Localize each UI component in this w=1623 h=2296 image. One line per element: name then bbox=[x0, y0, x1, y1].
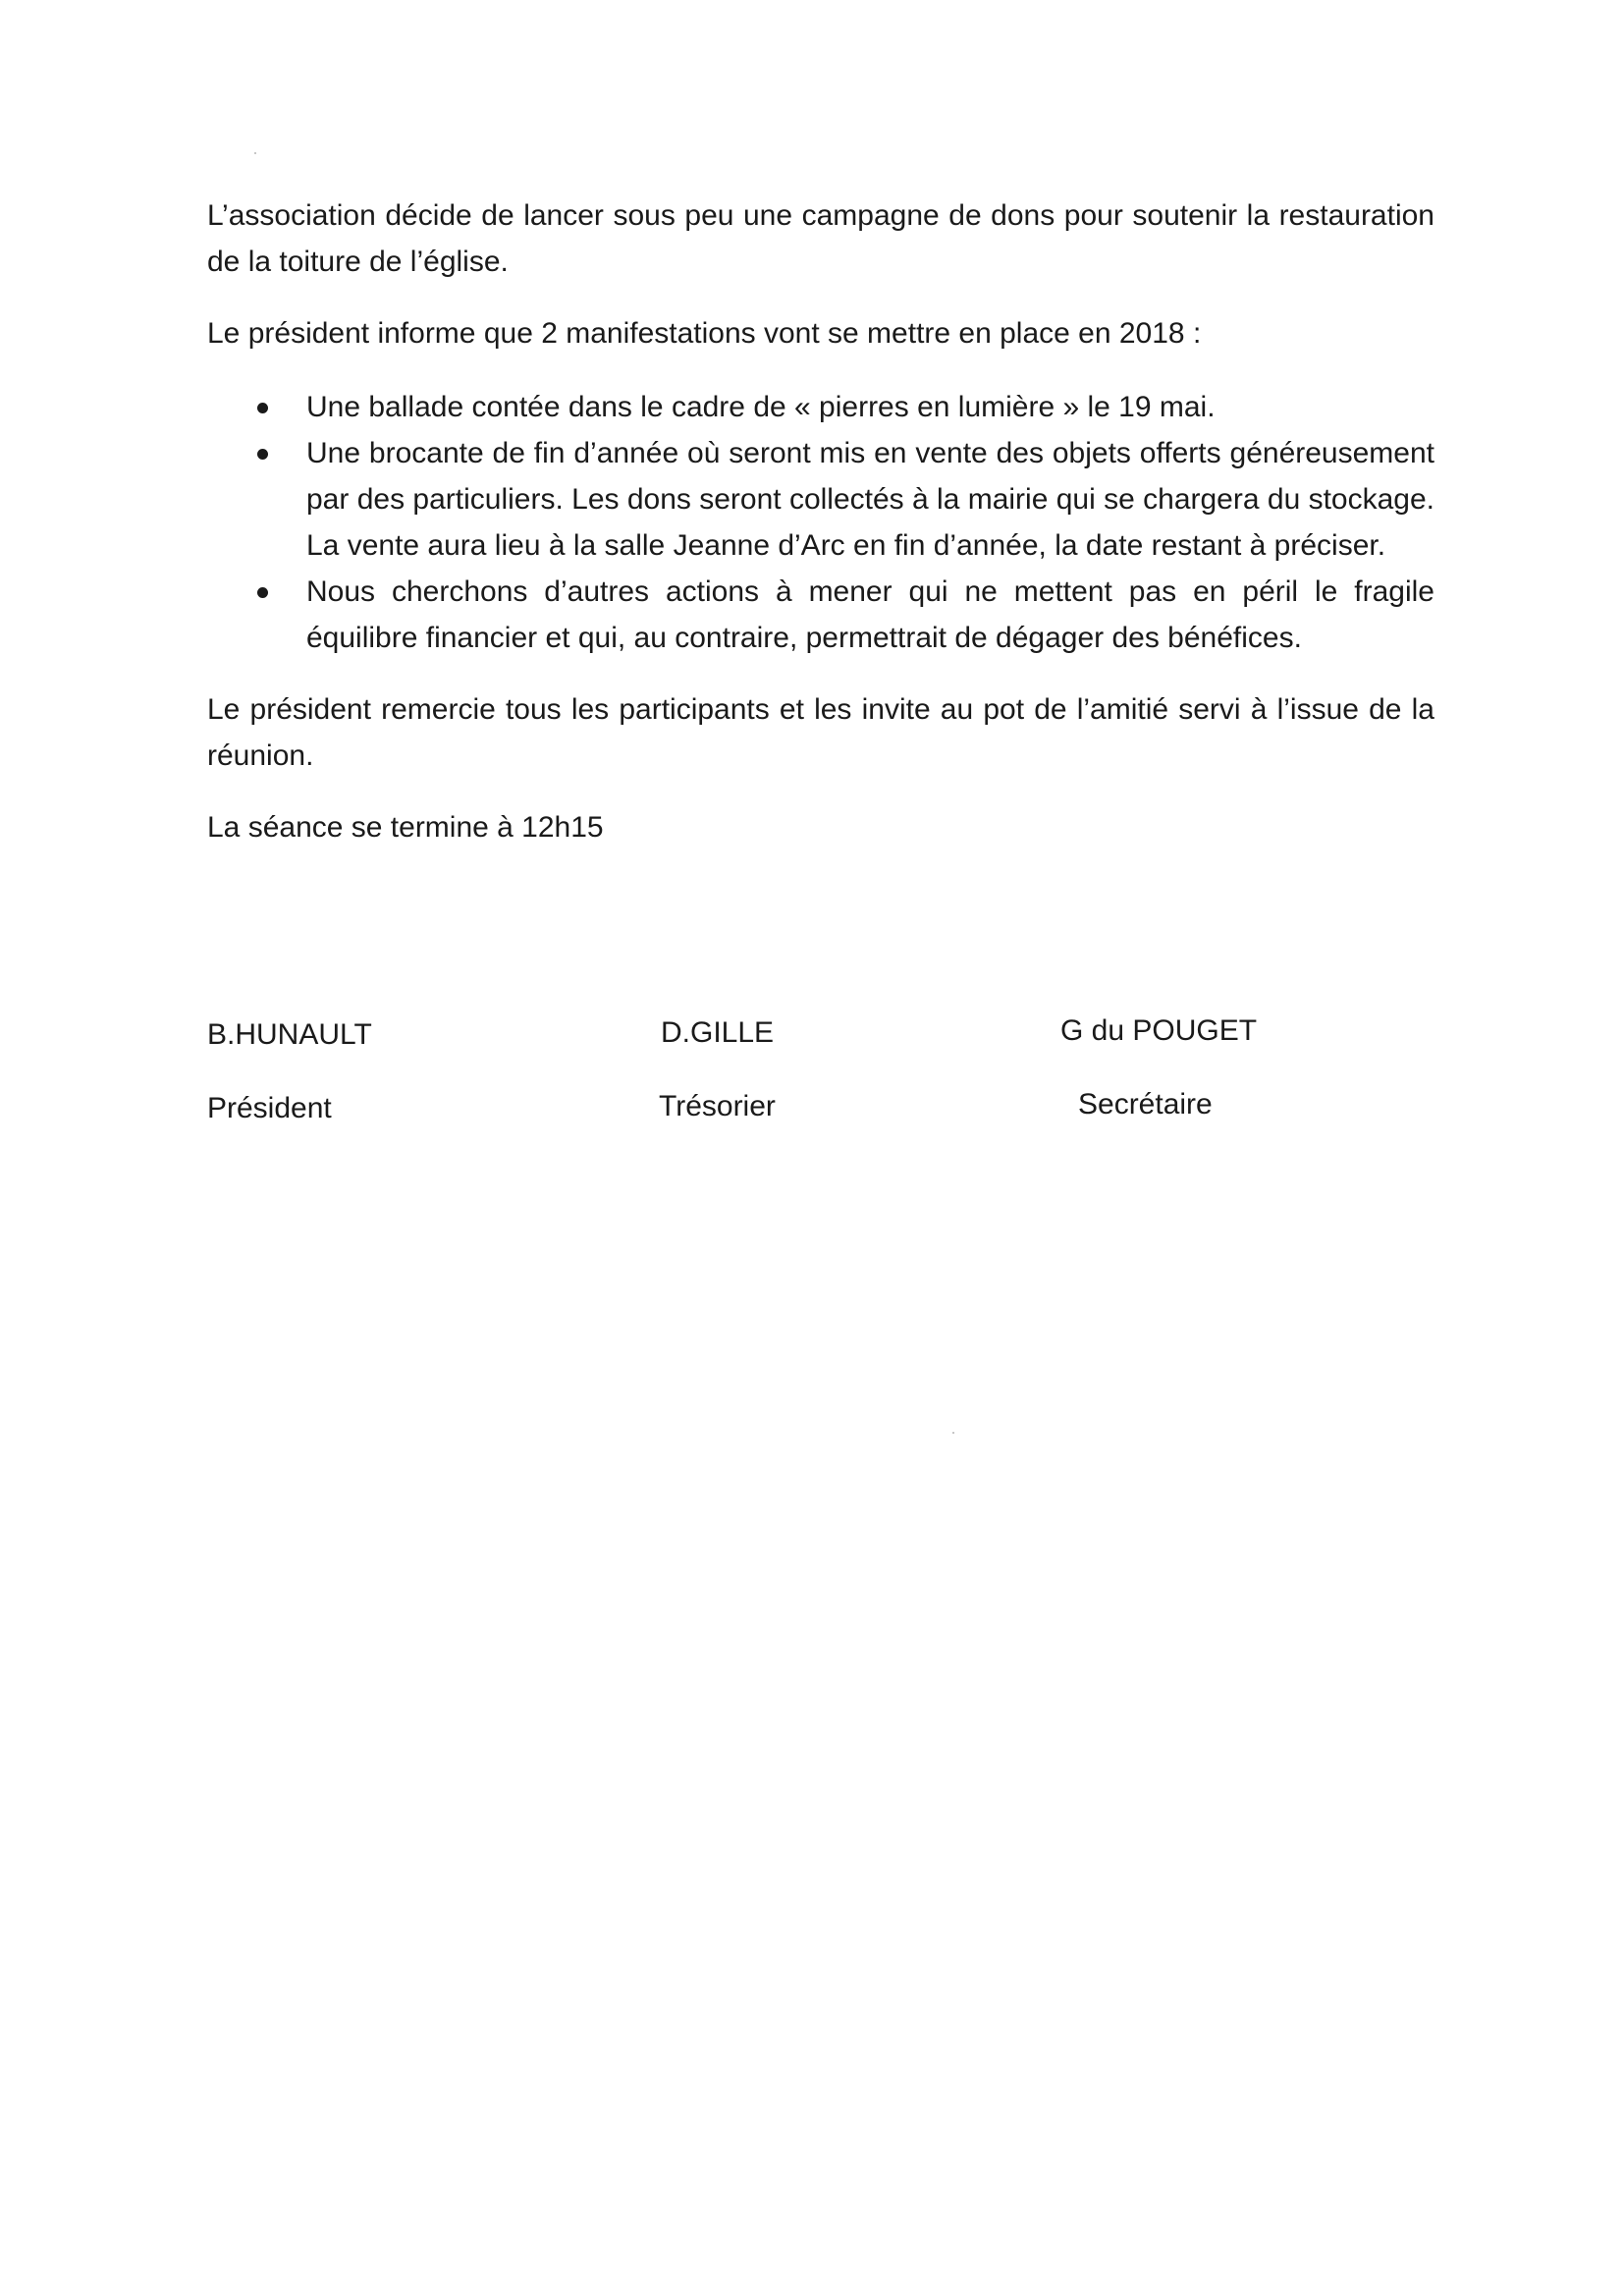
signatory-name: G du POUGET bbox=[1060, 1014, 1258, 1047]
scan-speck bbox=[952, 1432, 954, 1434]
paragraph-intro: L’association décide de lancer sous peu une campagne de dons pour soutenir la restauration de la toiture de l’église. bbox=[207, 199, 1434, 278]
signatory-role: Trésorier bbox=[659, 1090, 776, 1122]
signatory-name: B.HUNAULT bbox=[207, 1018, 372, 1051]
scan-speck bbox=[254, 152, 256, 154]
signatory-role: Président bbox=[207, 1092, 332, 1124]
paragraph-closing: La séance se termine à 12h15 bbox=[207, 811, 604, 844]
paragraph-thanks: Le président remercie tous les participants et les invite au pot de l’amitié servi à l’issue de la réunion. bbox=[207, 693, 1434, 772]
bullet-text: Une brocante de fin d’année où seront mis en vente des objets offerts généreusement par des particuliers. Les dons seront collectés à la mairie qui se chargera du stockage. La vente aura lieu à la salle Jeanne d’Arc en fin d’année, la date restant à préciser. bbox=[306, 437, 1434, 562]
paragraph-announcement: Le président informe que 2 manifestations vont se mettre en place en 2018 : bbox=[207, 317, 1202, 350]
signatory-name: D.GILLE bbox=[661, 1016, 775, 1049]
bullet-text: Nous cherchons d’autres actions à mener qui ne mettent pas en péril le fragile équilibre financier et qui, au contraire, permettrait de dégager des bénéfices. bbox=[306, 575, 1434, 654]
bullet-text: Une ballade contée dans le cadre de « pierres en lumière » le 19 mai. bbox=[306, 391, 1216, 423]
signatory-role: Secrétaire bbox=[1078, 1088, 1213, 1121]
